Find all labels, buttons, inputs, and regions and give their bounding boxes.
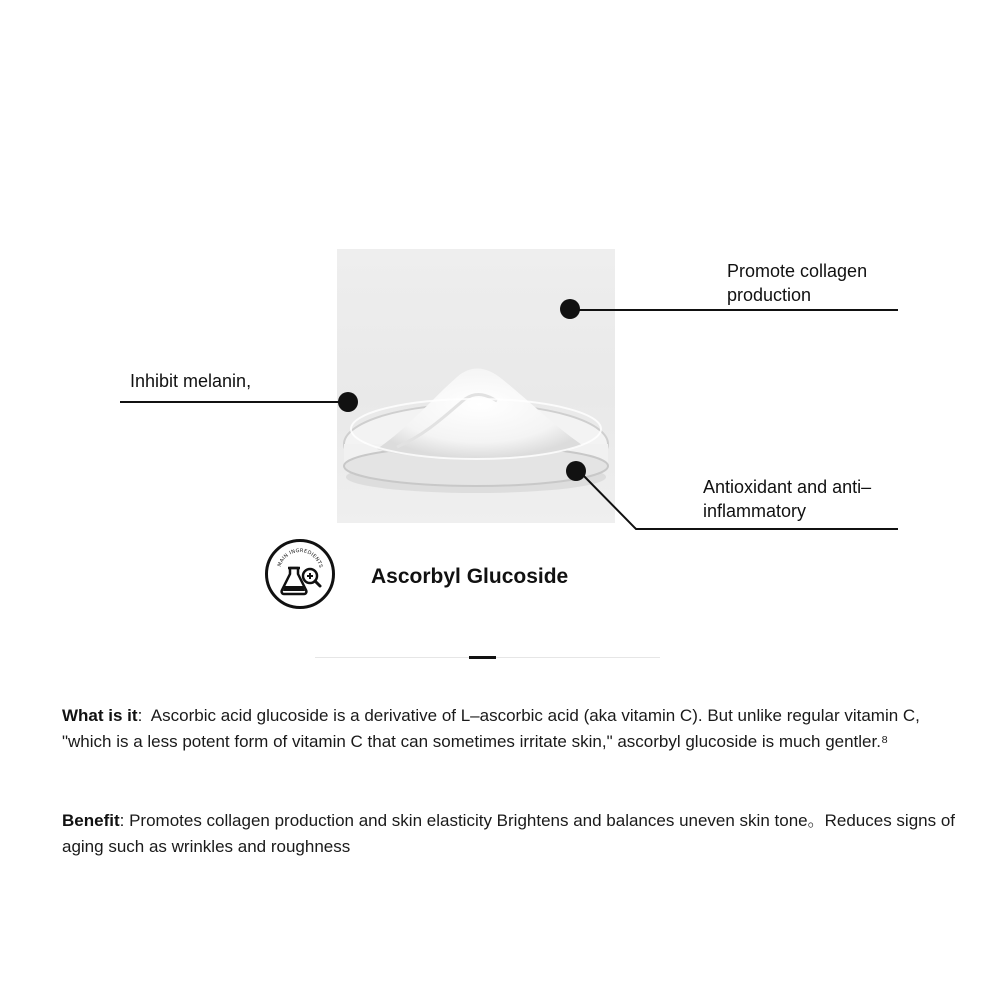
benefit-paragraph: Benefit: Promotes collagen production and skin elasticity Brightens and balances uneven skin tone。Reduces signs of aging such as wrinkles and roughness (62, 811, 956, 856)
what-is-it-text: Ascorbic acid glucoside is a derivative of L–ascorbic acid (aka vitamin C). But unlike regular vitamin C, "which is a less potent form of vitamin C that can sometimes irritate skin," ascorbyl glucoside is much gentler.⁸ (62, 706, 920, 751)
callout-melanin-line (120, 401, 350, 403)
what-is-it-label: What is it (62, 706, 138, 725)
callout-collagen-text: Promote collagen production (727, 261, 868, 305)
ingredient-name: Ascorbyl Glucoside (371, 565, 569, 588)
flask-magnifier-icon (268, 542, 332, 606)
badge-ring-text: MAIN INGREDIENTS (276, 547, 324, 569)
callout-antioxidant-text: Antioxidant and anti–inflammatory (703, 477, 872, 521)
callout-collagen-dot (560, 299, 580, 319)
callout-melanin-dot (338, 392, 358, 412)
benefit-label: Benefit (62, 811, 120, 830)
main-ingredient-badge (265, 539, 335, 609)
section-divider-accent (469, 656, 496, 659)
callout-antioxidant-dot (566, 461, 586, 481)
what-is-it-paragraph: What is it: Ascorbic acid glucoside is a derivative of L–ascorbic acid (aka vitamin C). But unlike regular vitamin C, "which is a less potent form of vitamin C that can sometimes irritate skin," ascorbyl glucoside is much gentler.⁸ (62, 706, 920, 751)
callout-collagen-line (578, 309, 898, 311)
benefit-text: Promotes collagen production and skin elasticity Brightens and balances uneven skin tone。Reduces signs of aging such as wrinkles and roughness (62, 811, 956, 856)
callout-antioxidant-line (570, 460, 900, 535)
callout-melanin-text: Inhibit melanin, (130, 371, 252, 391)
svg-text:MAIN INGREDIENTS (277, 548, 324, 569)
